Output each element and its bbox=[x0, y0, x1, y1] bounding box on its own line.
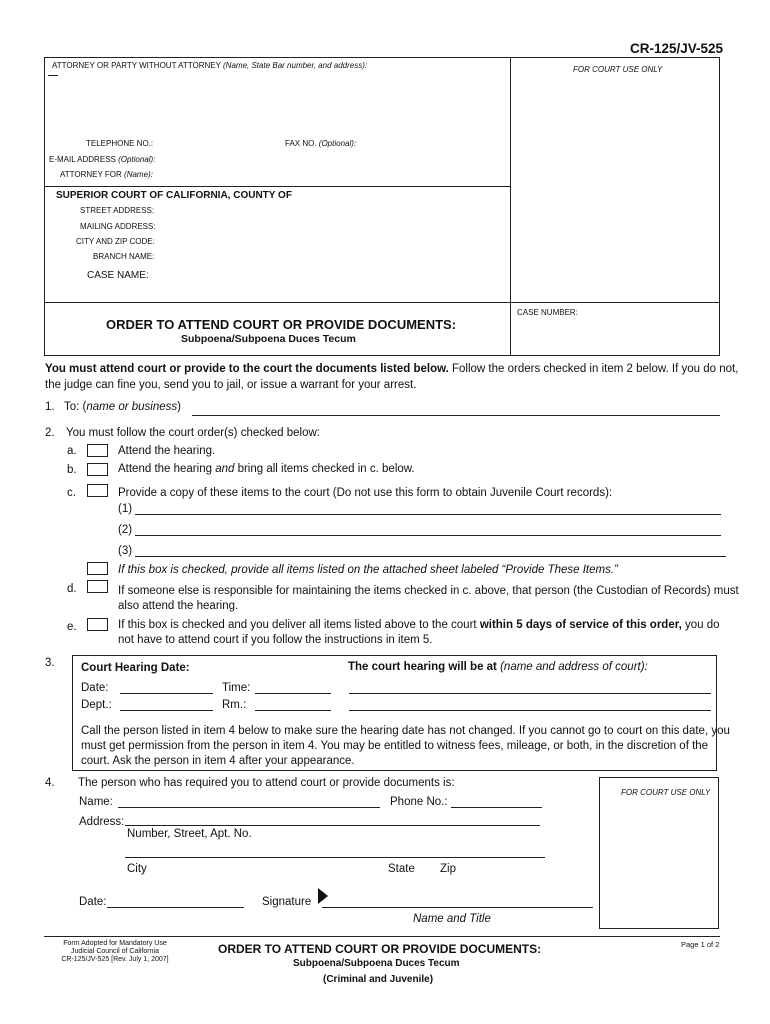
hearing-location-field-2[interactable] bbox=[349, 710, 711, 711]
hearing-date-label: Court Hearing Date: bbox=[81, 662, 190, 674]
footer-subtitle-2: (Criminal and Juvenile) bbox=[323, 974, 434, 985]
item2b-text: Attend the hearing and bring all items checked in c. below. bbox=[118, 463, 415, 475]
title-section-border bbox=[44, 302, 720, 303]
mailing-address-label: MAILING ADDRESS: bbox=[80, 222, 156, 231]
item2c-checkbox[interactable] bbox=[87, 484, 108, 497]
footer-adopted-1: Form Adopted for Mandatory Use bbox=[63, 940, 167, 947]
item4-signature-field[interactable] bbox=[322, 907, 593, 908]
item4-city-state-zip-field[interactable] bbox=[125, 857, 545, 858]
intro-line-1: You must attend court or provide to the court the documents listed below. Follow the orders checked in item 2 below. If you do not, bbox=[45, 363, 739, 375]
item2a-letter: a. bbox=[67, 445, 77, 457]
item4-address-hint: Number, Street, Apt. No. bbox=[127, 828, 252, 840]
attorney-dash bbox=[48, 75, 58, 76]
item4-name-label: Name: bbox=[79, 796, 113, 808]
hearing-location-field-1[interactable] bbox=[349, 693, 711, 694]
court-use-only-label: FOR COURT USE ONLY bbox=[573, 65, 663, 74]
item2d-letter: d. bbox=[67, 583, 77, 595]
hearing-time-label: Time: bbox=[222, 682, 251, 694]
hearing-dept-label: Dept.: bbox=[81, 699, 112, 711]
item4-phone-field[interactable] bbox=[451, 807, 542, 808]
caption-top-border bbox=[44, 57, 720, 58]
item2c-2-label: (2) bbox=[118, 524, 133, 536]
item4-date-field[interactable] bbox=[107, 907, 244, 908]
form-subtitle: Subpoena/Subpoena Duces Tecum bbox=[181, 333, 356, 345]
hearing-time-field[interactable] bbox=[255, 693, 331, 694]
hearing-date-field[interactable] bbox=[120, 693, 213, 694]
item4-number: 4. bbox=[45, 777, 55, 789]
attorney-for-label: ATTORNEY FOR (Name): bbox=[60, 170, 153, 179]
hearing-location-label: The court hearing will be at (name and address of court): bbox=[348, 661, 648, 673]
item4-date-label: Date: bbox=[79, 896, 107, 908]
form-title: ORDER TO ATTEND COURT OR PROVIDE DOCUMENTS: bbox=[106, 317, 457, 332]
item2a-checkbox[interactable] bbox=[87, 444, 108, 457]
item4-court-use-box bbox=[599, 777, 719, 929]
footer-rule bbox=[44, 936, 720, 937]
item2c-3-label: (3) bbox=[118, 545, 133, 557]
item4-zip-label: Zip bbox=[440, 863, 456, 875]
item3-note-line-3: court. Ask the person in item 4 after your appearance. bbox=[81, 755, 355, 767]
item3-note-line-1: Call the person listed in item 4 below to make sure the hearing date has not changed. If you cannot go to court on this date, you bbox=[81, 725, 730, 737]
item2d-line-2: also attend the hearing. bbox=[118, 600, 239, 612]
hearing-rm-field[interactable] bbox=[255, 710, 331, 711]
hearing-date-field-label: Date: bbox=[81, 682, 109, 694]
email-label: E-MAIL ADDRESS (Optional): bbox=[49, 155, 156, 164]
item2e-line-2: not have to attend court if you follow the instructions in item 5. bbox=[118, 634, 433, 646]
item1-label: To: (name or business) bbox=[64, 401, 181, 413]
caption-bottom-border bbox=[44, 355, 720, 356]
item4-address-label: Address: bbox=[79, 816, 125, 828]
item2c-attached-text: If this box is checked, provide all items listed on the attached sheet labeled “Provide These Items.” bbox=[118, 564, 618, 576]
item2e-line-1: If this box is checked and you deliver all items listed above to the court within 5 days of service of this order, you do bbox=[118, 619, 720, 631]
fax-label: FAX NO. (Optional): bbox=[285, 139, 357, 148]
item4-signature-label: Signature bbox=[262, 896, 312, 908]
item2c-1-field[interactable] bbox=[135, 514, 721, 515]
telephone-label: TELEPHONE NO.: bbox=[86, 139, 154, 148]
item2c-text: Provide a copy of these items to the court (Do not use this form to obtain Juvenile Court records): bbox=[118, 487, 613, 499]
item2e-letter: e. bbox=[67, 621, 77, 633]
item4-court-use-label: FOR COURT USE ONLY bbox=[621, 788, 711, 797]
item4-name-field[interactable] bbox=[118, 807, 380, 808]
item2c-3-field[interactable] bbox=[135, 556, 726, 557]
item2b-checkbox[interactable] bbox=[87, 463, 108, 476]
item4-phone-label: Phone No.: bbox=[390, 796, 448, 808]
signature-arrow-icon bbox=[318, 888, 328, 904]
hearing-rm-label: Rm.: bbox=[222, 699, 247, 711]
street-address-label: STREET ADDRESS: bbox=[80, 206, 155, 215]
item4-state-label: State bbox=[388, 863, 415, 875]
item2c-1-label: (1) bbox=[118, 503, 133, 515]
item2b-letter: b. bbox=[67, 464, 77, 476]
case-number-label: CASE NUMBER: bbox=[517, 308, 578, 317]
item3-note-line-2: must get permission from the person in item 4. You may be entitled to witness fees, mileage, or both, in the discretion of the bbox=[81, 740, 709, 752]
item1-to-field[interactable] bbox=[192, 415, 720, 416]
item2c-letter: c. bbox=[67, 487, 76, 499]
item2-number: 2. bbox=[45, 427, 55, 439]
caption-divider bbox=[510, 57, 511, 355]
footer-subtitle: Subpoena/Subpoena Duces Tecum bbox=[293, 958, 460, 969]
item2a-text: Attend the hearing. bbox=[118, 445, 216, 457]
form-number: CR-125/JV-525 bbox=[630, 41, 724, 56]
item1-number: 1. bbox=[45, 401, 55, 413]
item3-number: 3. bbox=[45, 657, 55, 669]
item2c-2-field[interactable] bbox=[135, 535, 721, 536]
caption-left-border bbox=[44, 57, 45, 355]
footer-adopted bbox=[44, 940, 186, 964]
city-zip-label: CITY AND ZIP CODE: bbox=[76, 237, 155, 246]
footer-adopted-2: Judicial Council of California bbox=[71, 948, 159, 955]
case-name-label: CASE NAME: bbox=[87, 270, 149, 281]
footer-page-number: Page 1 of 2 bbox=[681, 940, 720, 949]
item2d-line-1: If someone else is responsible for maintaining the items checked in c. above, that person (the Custodian of Records) must bbox=[118, 585, 739, 597]
item4-intro: The person who has required you to attend court or provide documents is: bbox=[78, 777, 455, 789]
attorney-label: ATTORNEY OR PARTY WITHOUT ATTORNEY (Name, State Bar number, and address): bbox=[52, 61, 368, 70]
caption-right-border bbox=[719, 57, 720, 355]
branch-name-label: BRANCH NAME: bbox=[93, 252, 155, 261]
item4-name-title-label: Name and Title bbox=[413, 913, 491, 925]
item4-address-field[interactable] bbox=[125, 825, 540, 826]
intro-line-2: the judge can fine you, send you to jail, or issue a warrant for your arrest. bbox=[45, 379, 417, 391]
item2e-checkbox[interactable] bbox=[87, 618, 108, 631]
court-section-border bbox=[44, 186, 510, 187]
item4-city-label: City bbox=[127, 863, 147, 875]
item2-intro: You must follow the court order(s) checked below: bbox=[66, 427, 320, 439]
footer-title: ORDER TO ATTEND COURT OR PROVIDE DOCUMENTS: bbox=[218, 942, 542, 956]
footer-adopted-3: CR-125/JV-525 [Rev. July 1, 2007] bbox=[61, 956, 169, 963]
item2d-checkbox[interactable] bbox=[87, 580, 108, 593]
item2c-attached-checkbox[interactable] bbox=[87, 562, 108, 575]
court-title: SUPERIOR COURT OF CALIFORNIA, COUNTY OF bbox=[56, 190, 292, 201]
hearing-dept-field[interactable] bbox=[120, 710, 213, 711]
